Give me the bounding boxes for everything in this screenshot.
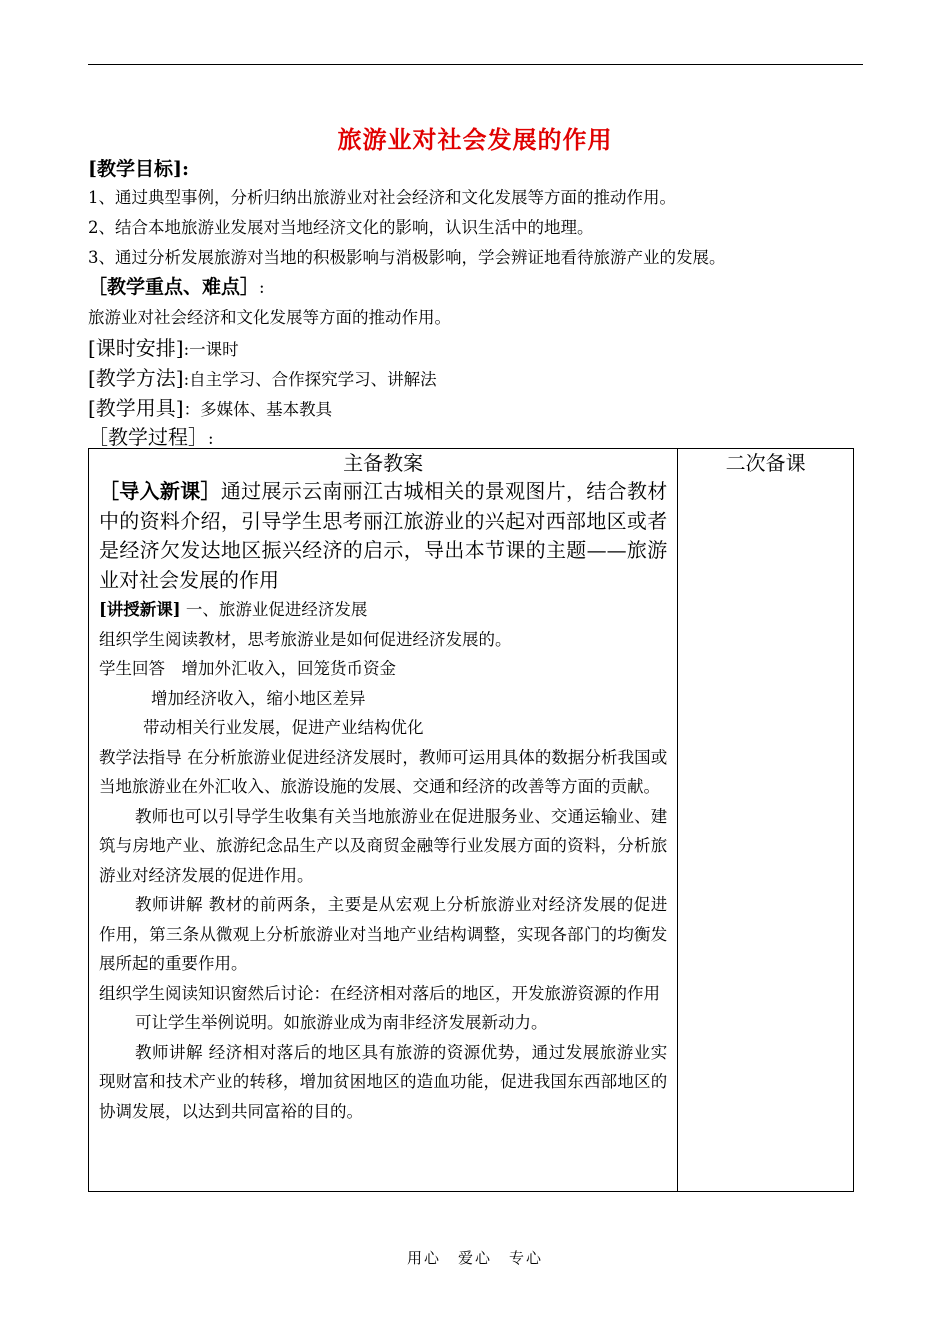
methods-value: :自主学习、合作探究学习、讲解法 [183, 370, 437, 389]
intro-text: 通过展示云南丽江古城相关的景观图片，结合教材中的资料介绍，引导学生思考丽江旅游业的兴起对西部地区或者是经济欠发达地区振兴经济的启示，导出本节课的主题——旅游业对社会发展的作用 [99, 479, 668, 592]
process-line [88, 421, 214, 450]
objectives-header: [教学目标]: [88, 158, 189, 180]
main-plan-header: 主备教案 [343, 451, 424, 475]
key-points-colon: : [259, 278, 265, 297]
schedule-line [88, 332, 239, 361]
schedule-value: :一课时 [183, 340, 239, 359]
page-footer: 用心 爱心 专心 [406, 1249, 543, 1267]
lesson-plan-table [88, 448, 854, 1192]
process-header: ［教学过程］ [88, 425, 208, 449]
methods-header: [教学方法] [88, 366, 184, 390]
intro-tag: ［导入新课］ [99, 479, 221, 503]
methods-line [88, 362, 437, 391]
plan-line-4: 带动相关行业发展，促进产业结构优化 [143, 718, 424, 737]
plan-line-5: 教学法指导 在分析旅游业促进经济发展时，教师可运用具体的数据分析我国或当地旅游业在外汇收入、旅游设施的发展、交通和经济的改善等方面的贡献。 [99, 747, 668, 796]
plan-line-2: 学生回答 增加外汇收入，回笼货币资金 [99, 659, 396, 678]
key-points-heading [88, 272, 265, 299]
objectives-heading [88, 154, 189, 181]
plan-line-3: 增加经济收入，缩小地区差异 [151, 688, 366, 708]
plan-line-8: 组织学生阅读知识窗然后讨论：在经济相对落后的地区，开发旅游资源的作用 [99, 983, 660, 1003]
main-plan-body [89, 477, 677, 1126]
objective-item-2: 2、结合本地旅游业发展对当地经济文化的影响，认识生活中的地理。 [88, 218, 594, 237]
objective-item-1: 1、通过典型事例，分析归纳出旅游业对社会经济和文化发展等方面的推动作用。 [88, 188, 676, 207]
key-points-text: 旅游业对社会经济和文化发展等方面的推动作用。 [88, 308, 451, 327]
second-plan-cell [678, 449, 854, 1192]
plan-line-6: 教师也可以引导学生收集有关当地旅游业在促进服务业、交通运输业、建筑与房地产业、旅游纪念品生产以及商贸金融等行业发展方面的资料，分析旅游业对经济发展的促进作用。 [99, 806, 668, 885]
page-title: 旅游业对社会发展的作用 [337, 125, 613, 154]
lecture-tag: [讲授新课] [99, 600, 181, 619]
lecture-title: 一、旅游业促进经济发展 [185, 600, 368, 619]
tools-line [88, 392, 332, 421]
plan-line-9: 可让学生举例说明。如旅游业成为南非经济发展新动力。 [135, 1013, 548, 1032]
tools-value: ：多媒体、基本教具 [183, 400, 333, 419]
plan-line-7: 教师讲解 教材的前两条，主要是从宏观上分析旅游业对经济发展的促进作用，第三条从微观上分析旅游业对当地产业结构调整，实现各部门的均衡发展所起的重要作用。 [99, 895, 668, 973]
main-plan-cell [89, 449, 678, 1192]
key-points-header: ［教学重点、难点］ [88, 276, 260, 298]
plan-line-1: 组织学生阅读教材，思考旅游业是如何促进经济发展的。 [99, 629, 512, 649]
intro-paragraph [99, 477, 667, 595]
schedule-header: [课时安排] [88, 336, 184, 360]
second-plan-header: 二次备课 [725, 451, 806, 475]
lecture-heading [99, 595, 667, 625]
process-colon: : [208, 429, 214, 448]
tools-header: [教学用具] [88, 396, 184, 420]
plan-line-10: 教师讲解 经济相对落后的地区具有旅游的资源优势，通过发展旅游业实现财富和技术产业的转移，增加贫困地区的造血功能，促进我国东西部地区的协调发展，以达到共同富裕的目的。 [99, 1042, 668, 1121]
objective-item-3: 3、通过分析发展旅游对当地的积极影响与消极影响，学会辨证地看待旅游产业的发展。 [88, 248, 726, 267]
header-rule [88, 64, 863, 65]
